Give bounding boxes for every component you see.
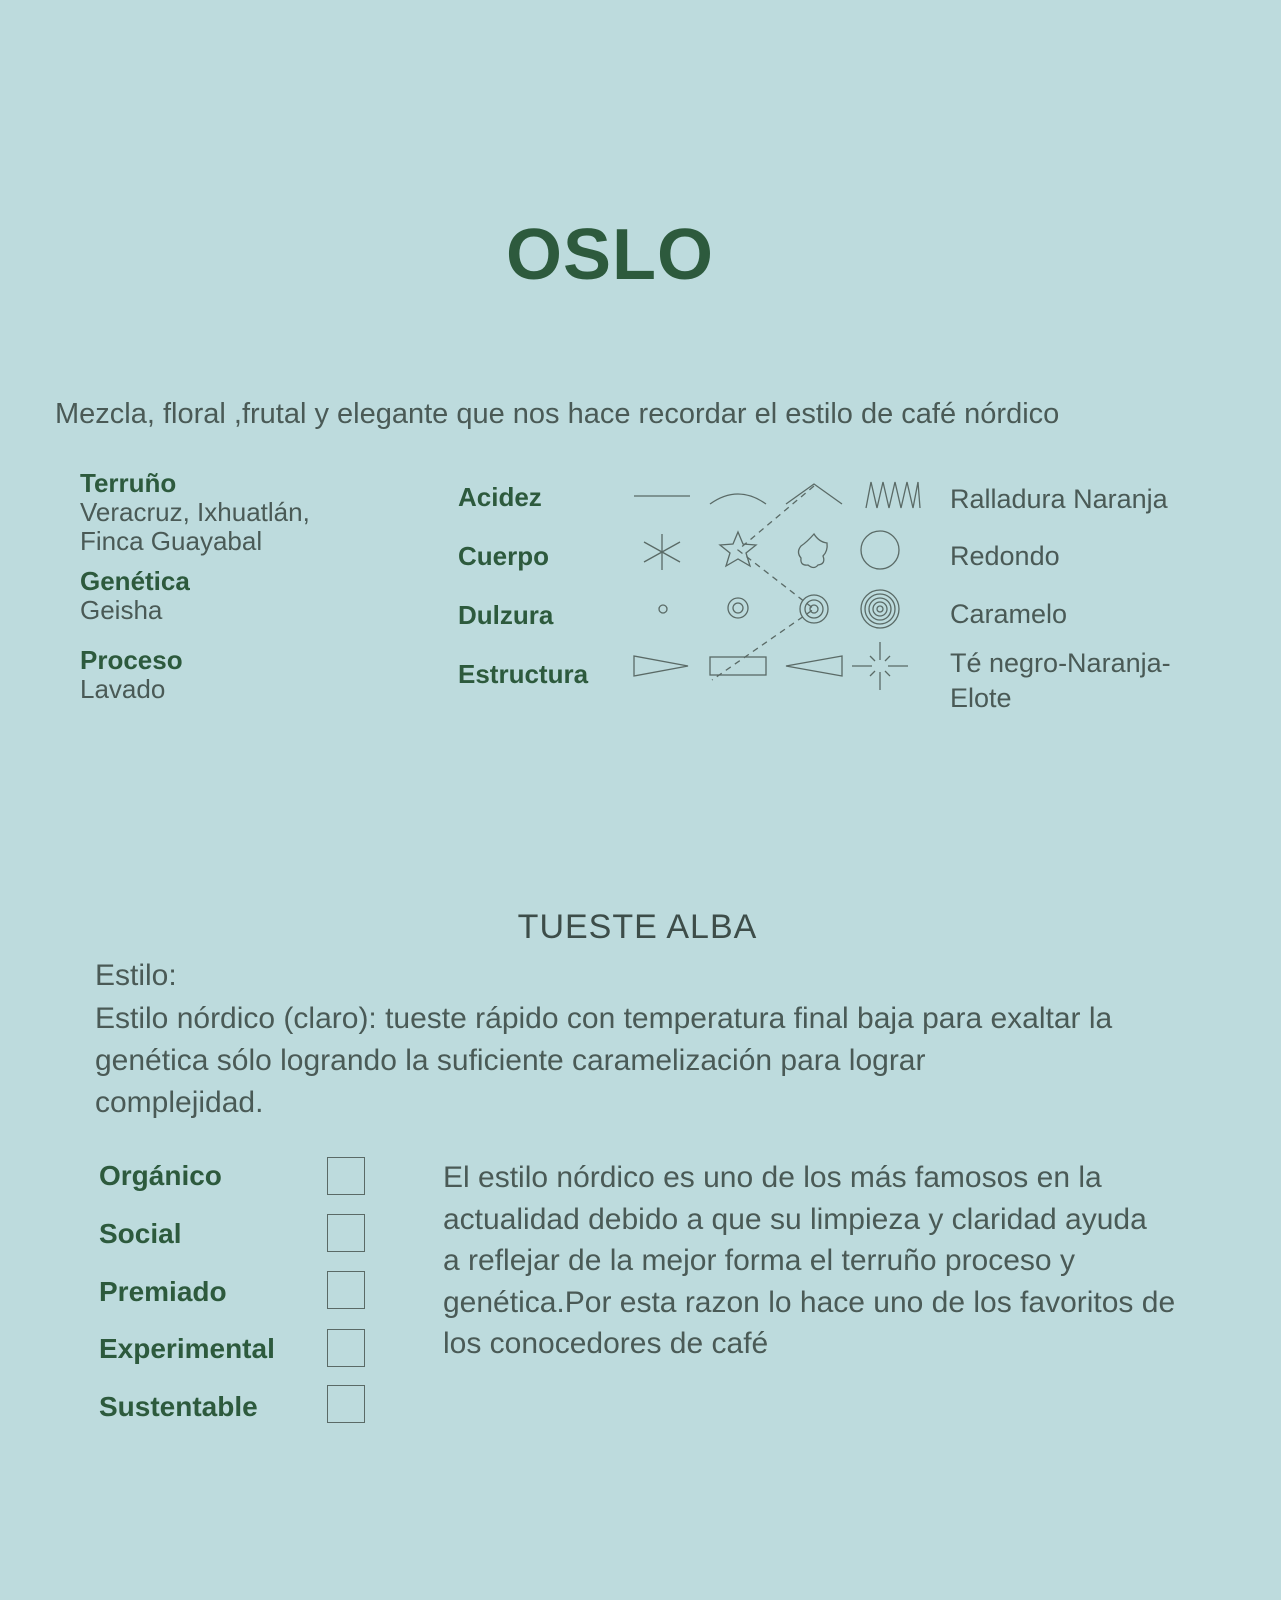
acidity-note: Ralladura Naranja	[950, 484, 1168, 514]
acidity-wave-icon	[866, 482, 920, 508]
sweetness-dot-icon	[659, 605, 667, 613]
acidity-peak-icon	[786, 484, 842, 504]
flavor-profile-symbols	[620, 462, 940, 712]
acidity-label: Acidez	[458, 482, 542, 512]
genetics-value: Geisha	[80, 595, 163, 625]
nordic-line5: los conocedores de café	[443, 1327, 769, 1360]
body-soft-star-icon	[799, 534, 828, 568]
structure-note	[950, 646, 1240, 716]
structure-burst-icon	[852, 642, 908, 690]
nordic-line1: El estilo nórdico es uno de los más famosos en la	[443, 1161, 1102, 1194]
attr-sustainable-label: Sustentable	[99, 1391, 258, 1422]
style-description	[95, 998, 1255, 1124]
body-label: Cuerpo	[458, 541, 549, 571]
process-value: Lavado	[80, 674, 166, 704]
genetics-block	[80, 567, 400, 625]
attr-experimental-checkbox[interactable]	[327, 1329, 365, 1367]
body-sparkle-icon	[644, 534, 680, 570]
terroir-value-line2: Finca Guayabal	[80, 526, 263, 556]
nordic-line3: a reflejar de la mejor forma el terruño proceso y	[443, 1244, 1075, 1277]
structure-note-line1: Té negro-Naranja-	[950, 648, 1171, 678]
nordic-line4: genética.Por esta razon lo hace uno de los favoritos de	[443, 1285, 1176, 1319]
terroir-label: Terruño	[80, 468, 177, 498]
body-round-icon	[861, 531, 899, 569]
sweetness-double-ring-icon	[728, 598, 748, 618]
body-note: Redondo	[950, 541, 1060, 571]
terroir-block	[80, 469, 400, 556]
process-block	[80, 646, 400, 704]
terroir-value-line1: Veracruz, Ixhuatlán,	[80, 497, 310, 527]
structure-wedge-right-icon	[634, 656, 688, 676]
body-star-icon	[720, 532, 756, 566]
structure-note-line2: Elote	[950, 683, 1012, 713]
roast-title: TUESTE ALBA	[517, 908, 758, 946]
sweetness-triple-ring-icon	[800, 595, 828, 623]
style-label: Estilo:	[95, 959, 177, 992]
nordic-description	[443, 1157, 1273, 1365]
attr-awarded-label: Premiado	[99, 1276, 227, 1307]
style-line3: complejidad.	[95, 1086, 264, 1119]
genetics-label: Genética	[80, 566, 190, 596]
sweetness-note: Caramelo	[950, 599, 1068, 629]
sweetness-label: Dulzura	[458, 600, 554, 630]
attr-sustainable-checkbox[interactable]	[327, 1385, 365, 1423]
product-tagline: Mezcla, floral ,frutal y elegante que nos hace recordar el estilo de café nórdico	[55, 398, 1060, 430]
style-line1: Estilo nórdico (claro): tueste rápido con temperatura final baja para exaltar la	[95, 1002, 1113, 1035]
structure-rect-icon	[710, 657, 766, 675]
acidity-arc-icon	[710, 494, 766, 504]
style-line2: genética sólo logrando la suficiente caramelización para lograr	[95, 1044, 926, 1077]
attr-awarded-checkbox[interactable]	[327, 1271, 365, 1309]
selected-profile-line	[712, 486, 814, 680]
attr-social-checkbox[interactable]	[327, 1214, 365, 1252]
sweetness-spiral-icon	[861, 590, 899, 628]
product-title: OSLO	[505, 215, 714, 295]
process-label: Proceso	[80, 645, 183, 675]
attr-organic-label: Orgánico	[99, 1160, 222, 1191]
attr-social-label: Social	[99, 1218, 182, 1249]
attr-organic-checkbox[interactable]	[327, 1157, 365, 1195]
attr-experimental-label: Experimental	[99, 1333, 275, 1364]
nordic-line2: actualidad debido a que su limpieza y claridad ayuda	[443, 1202, 1147, 1236]
structure-wedge-left-icon	[786, 656, 842, 676]
structure-label: Estructura	[458, 659, 589, 689]
